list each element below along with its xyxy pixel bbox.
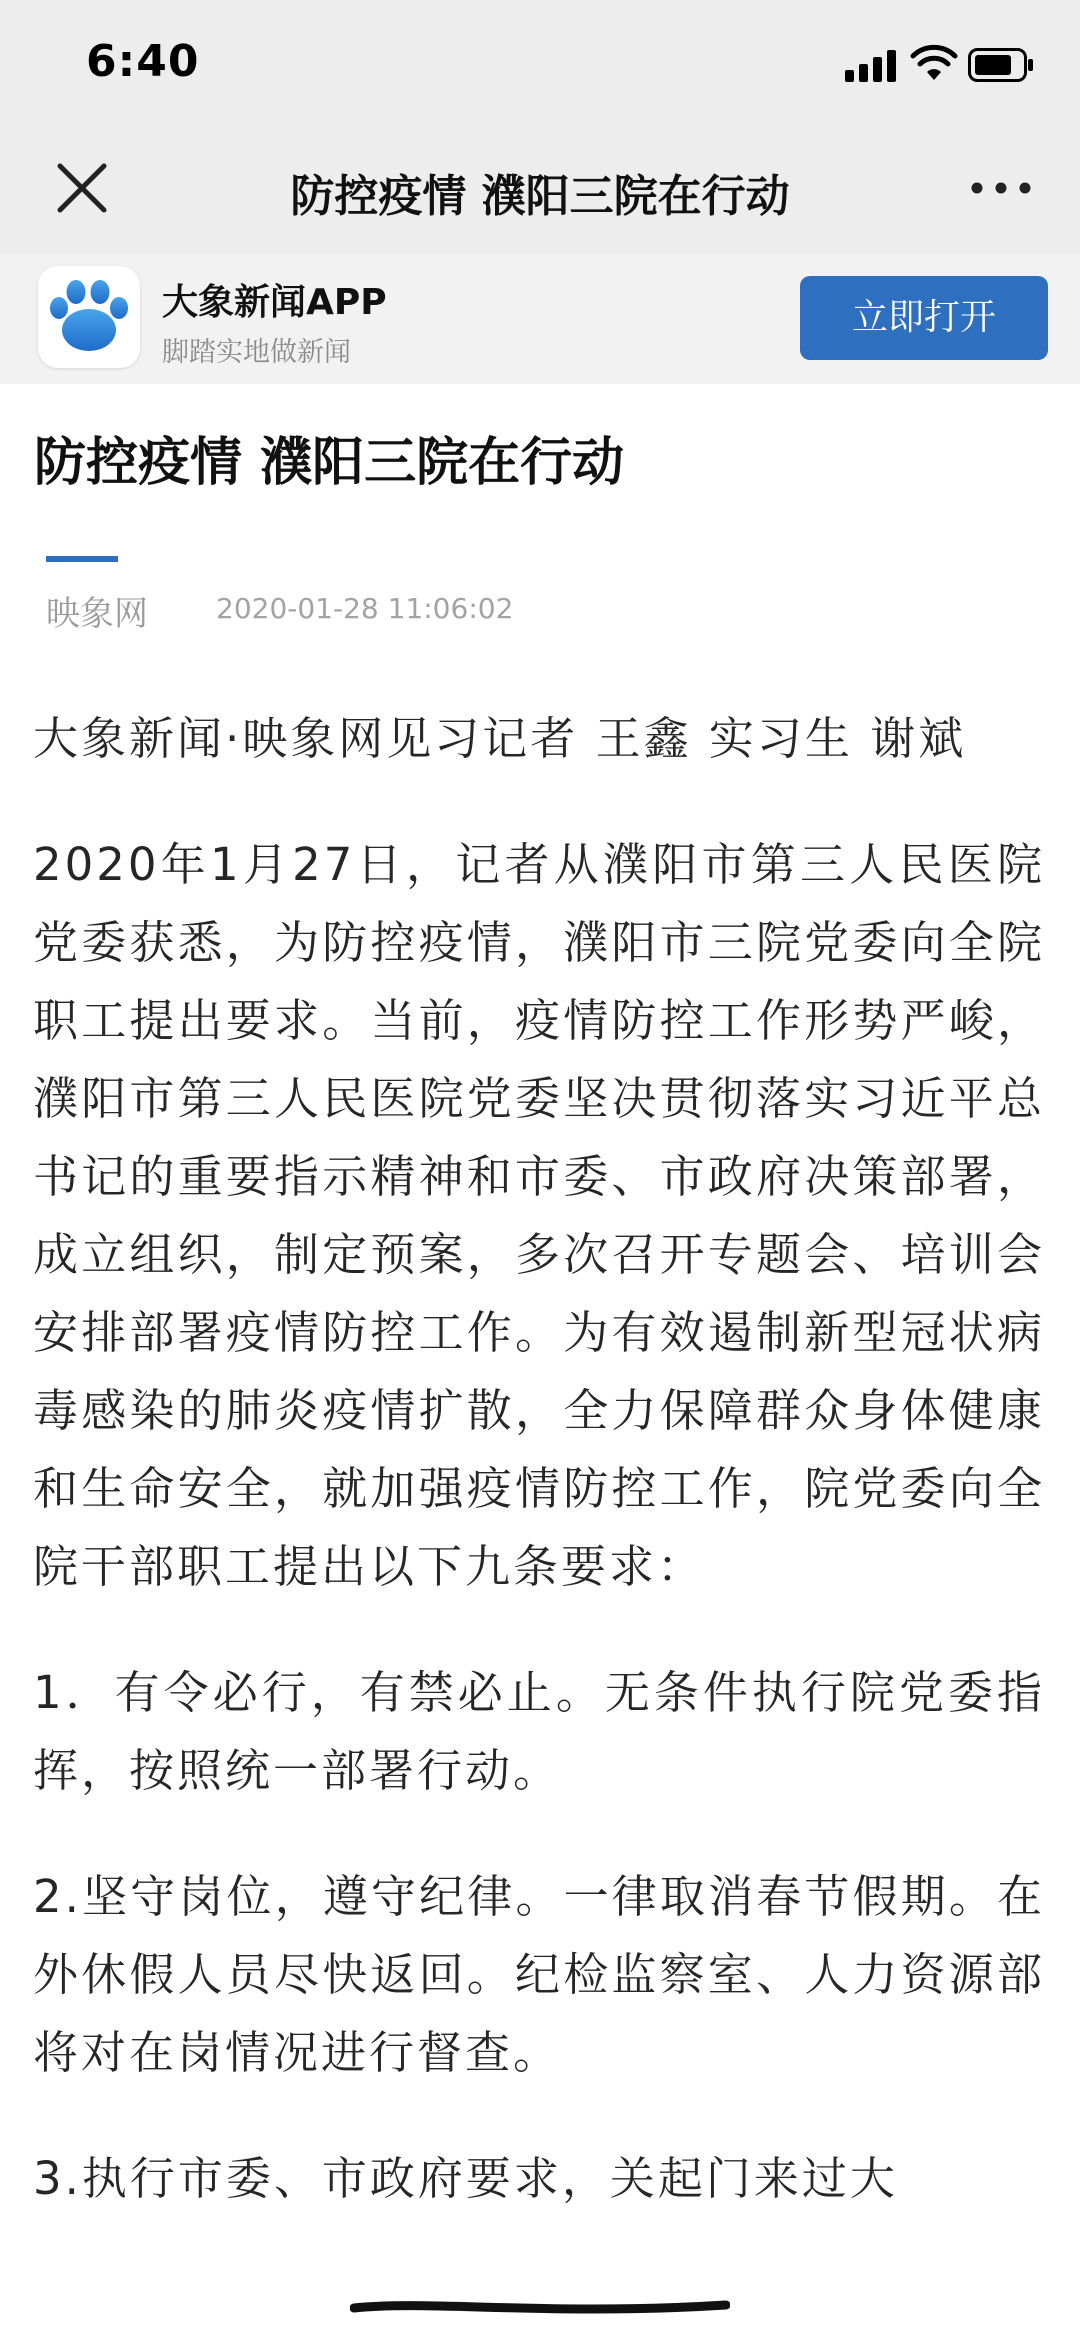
article-paragraph: 2020年1月27日，记者从濮阳市第三人民医院党委获悉，为防控疫情，濮阳市三院党委向全院职工提出要求。当前，疫情防控工作形势严峻，濮阳市第三人民医院党委坚决贯彻落实习近平总书记的重要指示精神和市委、市政府决策部署，成立组织，制定预案，多次召开专题会、培训会安排部署疫情防控工作。为有效遏制新型冠状病毒感染的肺炎疫情扩散，全力保障群众身体健康和生命安全，就加强疫情防控工作，院党委向全院干部职工提出以下九条要求： [33, 838, 1045, 1593]
close-icon[interactable] [52, 158, 112, 218]
article-title: 防控疫情 濮阳三院在行动 [34, 433, 625, 493]
wifi-icon [910, 42, 958, 82]
app-logo [38, 266, 140, 368]
battery-icon [968, 48, 1034, 82]
article-paragraph: 2.坚守岗位，遵守纪律。一律取消春节假期。在外休假人员尽快返回。纪检监察室、人力资源部将对在岗情况进行督查。 [33, 1870, 1045, 2079]
app-name: 大象新闻APP [162, 282, 387, 323]
open-app-button[interactable]: 立即打开 [800, 276, 1048, 360]
status-bar [0, 0, 1080, 130]
article-paragraph: 3.执行市委、市政府要求，关起门来过大 [33, 2152, 898, 2205]
nav-title: 防控疫情 濮阳三院在行动 [290, 171, 790, 222]
scribble-mark [350, 2296, 730, 2318]
more-options-icon[interactable] [966, 158, 1036, 218]
title-accent-bar [46, 556, 118, 562]
byline-paragraph: 大象新闻·映象网见习记者 王鑫 实习生 谢斌 [33, 712, 967, 765]
article-datetime: 2020-01-28 11:06:02 [216, 592, 514, 625]
article-paragraph: 1．有令必行，有禁必止。无条件执行院党委指挥，按照统一部署行动。 [33, 1666, 1045, 1797]
navigation-bar [0, 130, 1080, 254]
article-source[interactable]: 映象网 [46, 594, 148, 634]
app-download-banner[interactable] [0, 254, 1080, 384]
article-body [33, 700, 1045, 2218]
cellular-signal-icon [845, 48, 901, 82]
app-slogan: 脚踏实地做新闻 [162, 337, 351, 368]
paw-logo-icon [38, 266, 140, 368]
status-time: 6:40 [86, 36, 200, 87]
